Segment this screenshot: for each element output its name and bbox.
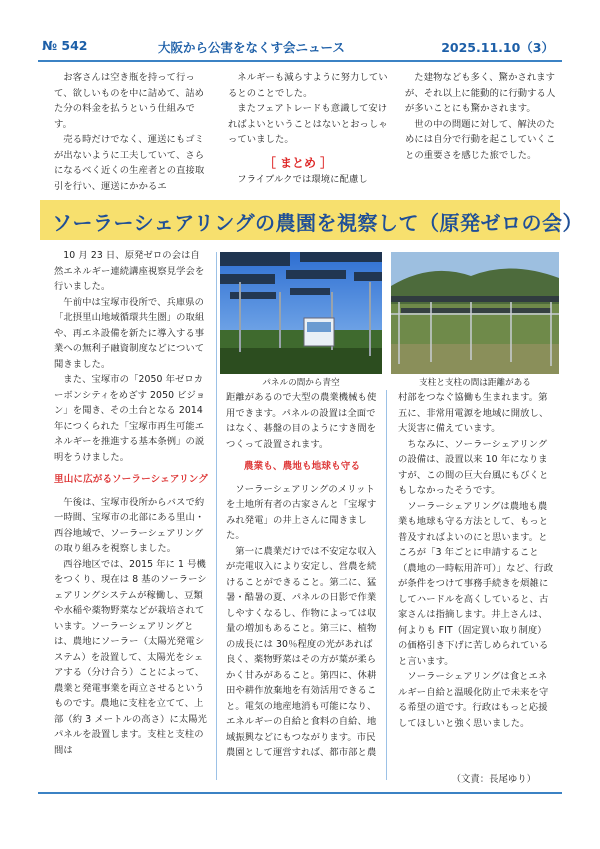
- article-column-3: [398, 390, 556, 731]
- top-column-1: [54, 70, 212, 194]
- paragraph: ソーラーシェアリングは農地も農業も地球も守る方法として、もっと普及すればよいのにと思います。ところが「3 年ごとに申請すること（農地の一時転用許可）」など、行政が条件をつけて事務手続きを煩雑にしてハードルを高くしていると、古家さんは指摘します。井上さんは、何よりも FIT（固定買い取り制度）の価格引き下げに苦しめられていると言います。: [398, 500, 554, 667]
- paragraph: 午前中は宝塚市役所で、兵庫県の「北摂里山地域循環共生圏」の取組や、再エネ設備を新たに導入する事業への無利子融資制度などについて聞きました。: [54, 296, 205, 370]
- column-separator-2: [386, 390, 387, 780]
- paragraph: 午後は、宝塚市役所からバスで約一時間、宝塚市の北部にある里山・西谷地域で、ソーラーシェアリングの取り組みを視察しました。: [54, 496, 205, 554]
- footer-rule: [38, 792, 562, 794]
- paragraph: 村部をつなぐ協働も生まれます。第五に、非常用電源を地域に開放し、大災害に備えています。: [398, 392, 549, 434]
- top-column-2-tail: [228, 172, 390, 188]
- photo-1-caption: パネルの間から青空: [262, 378, 340, 388]
- article-column-2: [226, 390, 378, 761]
- photo-panels-sky: [220, 252, 382, 374]
- paragraph: 10 月 23 日、原発ゼロの会は自然エネルギー連続講座視察見学会を行いました。: [54, 250, 205, 292]
- paragraph: また、宝塚市の「2050 年ゼロカーボンシティをめざす 2050 ビジョン」を聞き、その土台となる 2014 年につくられた「宝塚市再生可能エネルギーを推進する基本条例」の説明をうけました。: [54, 374, 206, 463]
- paragraph: ソーラーシェアリングのメリットを土地所有者の古家さんと「宝塚すみれ発電」の井上さんに聞きました。: [226, 483, 377, 541]
- paragraph: ちなみに、ソーラーシェアリングの設備は、設置以来 10 年になりますが、この間の巨大台風にもびくともしなかったそうです。: [398, 438, 549, 496]
- issue-date: 2025.11.10（3）: [441, 40, 554, 55]
- paragraph: 第一に農業だけでは不安定な収入が売電収入により安定し、営農を続けることができること。第二に、猛暑・酷暑の夏、パネルの日影で作業しやすくなるし、作物によっては収量の増加もあること。第三に、植物の成長には 30％程度の光があれば良く、薬物野菜はその方が葉が柔らかく甘みがあること。第四に、休耕田や耕作放棄地を有効活用できること。電気の地産地消も可能になり、エネルギーの自給と食料の自給、地域振興などにもつながります。市民農園として運営すれば、都市部と農: [226, 545, 377, 758]
- summary-heading: ［ まとめ ］: [263, 156, 333, 170]
- paragraph: た建物なども多く、驚かされますが、それ以上に能動的に行動する人が多いことにも驚かされます。: [405, 72, 556, 114]
- article-title-bar: [40, 200, 583, 240]
- article-title: ソーラーシェアリングの農園を視察して（原発ゼロの会）: [52, 211, 583, 235]
- newsletter-header: [38, 36, 562, 56]
- paragraph: 距離があるので大型の農業機械も使用できます。パネルの設置は全面ではなく、碁盤の目のようにすき間をつくって設置されます。: [226, 392, 377, 450]
- issue-number: № 542: [42, 38, 88, 53]
- photo-2-caption: 支柱と支柱の間は距離がある: [419, 378, 531, 388]
- paragraph: 西谷地区では、2015 年に 1 号機をつくり、現在は 8 基のソーラーシェアリングシステムが稼働し、豆類や水稲や薬物野菜などが栽培されています。ソーラーシェアリングとは、農地にソーラー（太陽光発電システム）を設置して、太陽光をシェアする（分け合う）ことによって、農業と発電事業を両立させるというものです。農地に支柱を立てて、上部（約 3 メートルの高さ）に太陽光パネルを設置します。支柱と支柱の間は: [54, 558, 208, 756]
- section-heading: 里山に広がるソーラーシェアリング: [54, 474, 208, 485]
- paragraph: またフェアトレードも意識して安ければよいということはないとおっしゃっていました。: [228, 103, 388, 145]
- top-column-2: [228, 70, 390, 148]
- top-column-2-tail-text: フライブルクでは環境に配慮し: [237, 174, 368, 185]
- byline: （文責：長尾ゆり）: [451, 774, 536, 785]
- top-column-3: [405, 70, 563, 163]
- article-column-1: [54, 248, 208, 758]
- newsletter-title: 大阪から公害をなくす会ニュース: [158, 40, 345, 55]
- paragraph: ソーラーシェアリングは食とエネルギー自給と温暖化防止で未来を守る希望の道です。行政はもっと応援してほしいと強く思いました。: [398, 671, 549, 729]
- section-heading: 農業も、農地も地球も守る: [243, 461, 361, 472]
- paragraph: ネルギーも減らすように努力しているとのことでした。: [228, 72, 388, 99]
- paragraph: お客さんは空き瓶を持って行って、欲しいものを中に詰めて、詰めた分の料金を払うという仕組みです。: [54, 72, 204, 130]
- column-separator-1: [216, 252, 217, 780]
- header-rule: [38, 60, 562, 62]
- paragraph: 世の中の問題に対して、解決のためには自分で行動を起こしていくことの重要さを感じた旅でした。: [405, 118, 556, 161]
- paragraph: 売る時だけでなく、運送にもゴミが出ないように工夫していて、さらになるべく近くの生産者との直接取引を行い、運送にかかるエ: [54, 134, 205, 192]
- photo-pillars: [391, 252, 559, 374]
